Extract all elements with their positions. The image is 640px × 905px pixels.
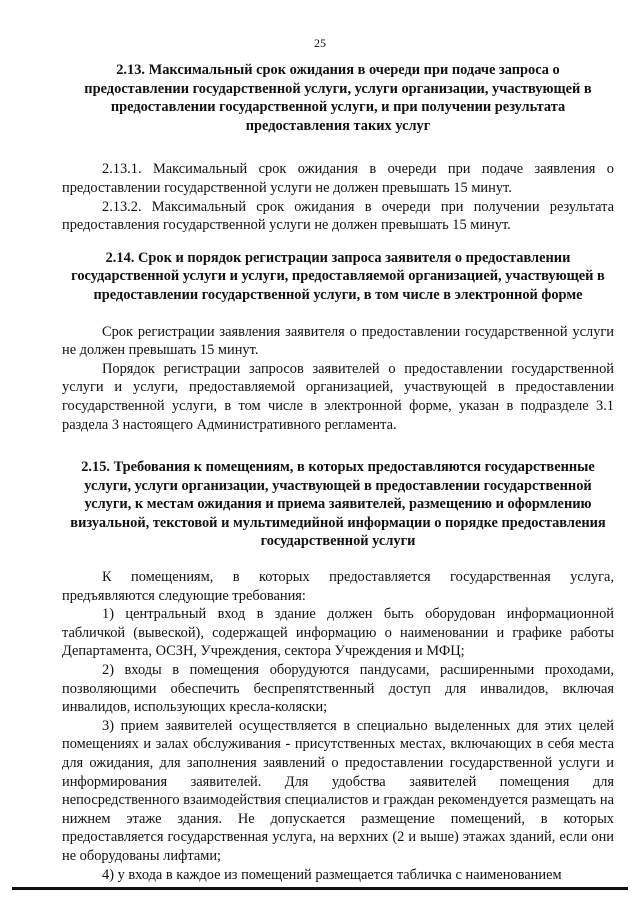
paragraph-2-15-item-3: 3) прием заявителей осуществляется в специально выделенных для этих целей помещениях и залах обслуживания - присутственных местах, включающих в себя места для ожидания, для заполнения заявлений о предоставлении государственной услуги и информирования заявителей. Для удобства заявителей помещения для непосредственного взаимодействия специалистов и граждан рекомендуется размещать на нижнем этаже здания. Не допускается размещение помещений, в которых предоставляется государственная услуга, на верхних (2 и выше) этажах зданий, если они не оборудованы лифтами; [62,717,614,864]
paragraph-2-15-intro: К помещениям, в которых предоставляется государственная услуга, предъявляются следующие требования: [62,569,614,604]
paragraph-2-14-term: Срок регистрации заявления заявителя о предоставлении государственной услуги не должен превышать 15 минут. [62,323,614,359]
document-body [62,61,614,884]
section-heading-2-15: 2.15. Требования к помещениям, в которых предоставляются государственные услуги, услуги организации, участвующей в предоставлении государственной услуги, к местам ожидания и приема заявителей, размещению и оформлению визуальной, текстовой и мультимедийной информации о порядке предоставления государственной услуги [70,459,606,550]
paragraph-2-15-item-4: 4) у входа в каждое из помещений размещается табличка с наименованием [102,866,562,883]
page-number: 25 [314,36,326,50]
paragraph-2-15-item-1: 1) центральный вход в здание должен быть оборудован информационной табличкой (вывеской), содержащей информацию о наименовании и графике работы Департамента, ОСЗН, Учреждения, сектора Учреждения и МФЦ; [62,606,614,660]
paragraph-2-13-1: 2.13.1. Максимальный срок ожидания в очереди при подаче заявления о предоставлении государственной услуги не должен превышать 15 минут. [62,161,614,196]
paragraph-2-13-2: 2.13.2. Максимальный срок ожидания в очереди при получении результата предоставления государственной услуги не должен превышать 15 минут. [62,198,614,234]
bottom-rule [12,887,628,890]
paragraph-2-14-procedure: Порядок регистрации запросов заявителей о предоставлении государственной услуги и услуги, предоставляемой организацией, участвующей в предоставлении государственной услуги, в том числе в электронной форме, указан в подразделе 3.1 раздела 3 настоящего Административного регламента. [62,360,614,433]
paragraph-2-15-item-2: 2) входы в помещения оборудуются пандусами, расширенными проходами, позволяющими обеспечить беспрепятственный доступ для инвалидов, включая инвалидов, использующих кресла-коляски; [62,662,614,716]
section-heading-2-14: 2.14. Срок и порядок регистрации запроса заявителя о предоставлении государственной услуги и услуги, предоставляемой организацией, участвующей в предоставлении государственной услуги, в том числе в электронной форме [71,249,605,303]
section-heading-2-13: 2.13. Максимальный срок ожидания в очереди при подаче запроса о предоставлении государственной услуги, услуги организации, участвующей в предоставлении государственной услуги, и при получении результата предоставления таких услуг [84,62,592,134]
